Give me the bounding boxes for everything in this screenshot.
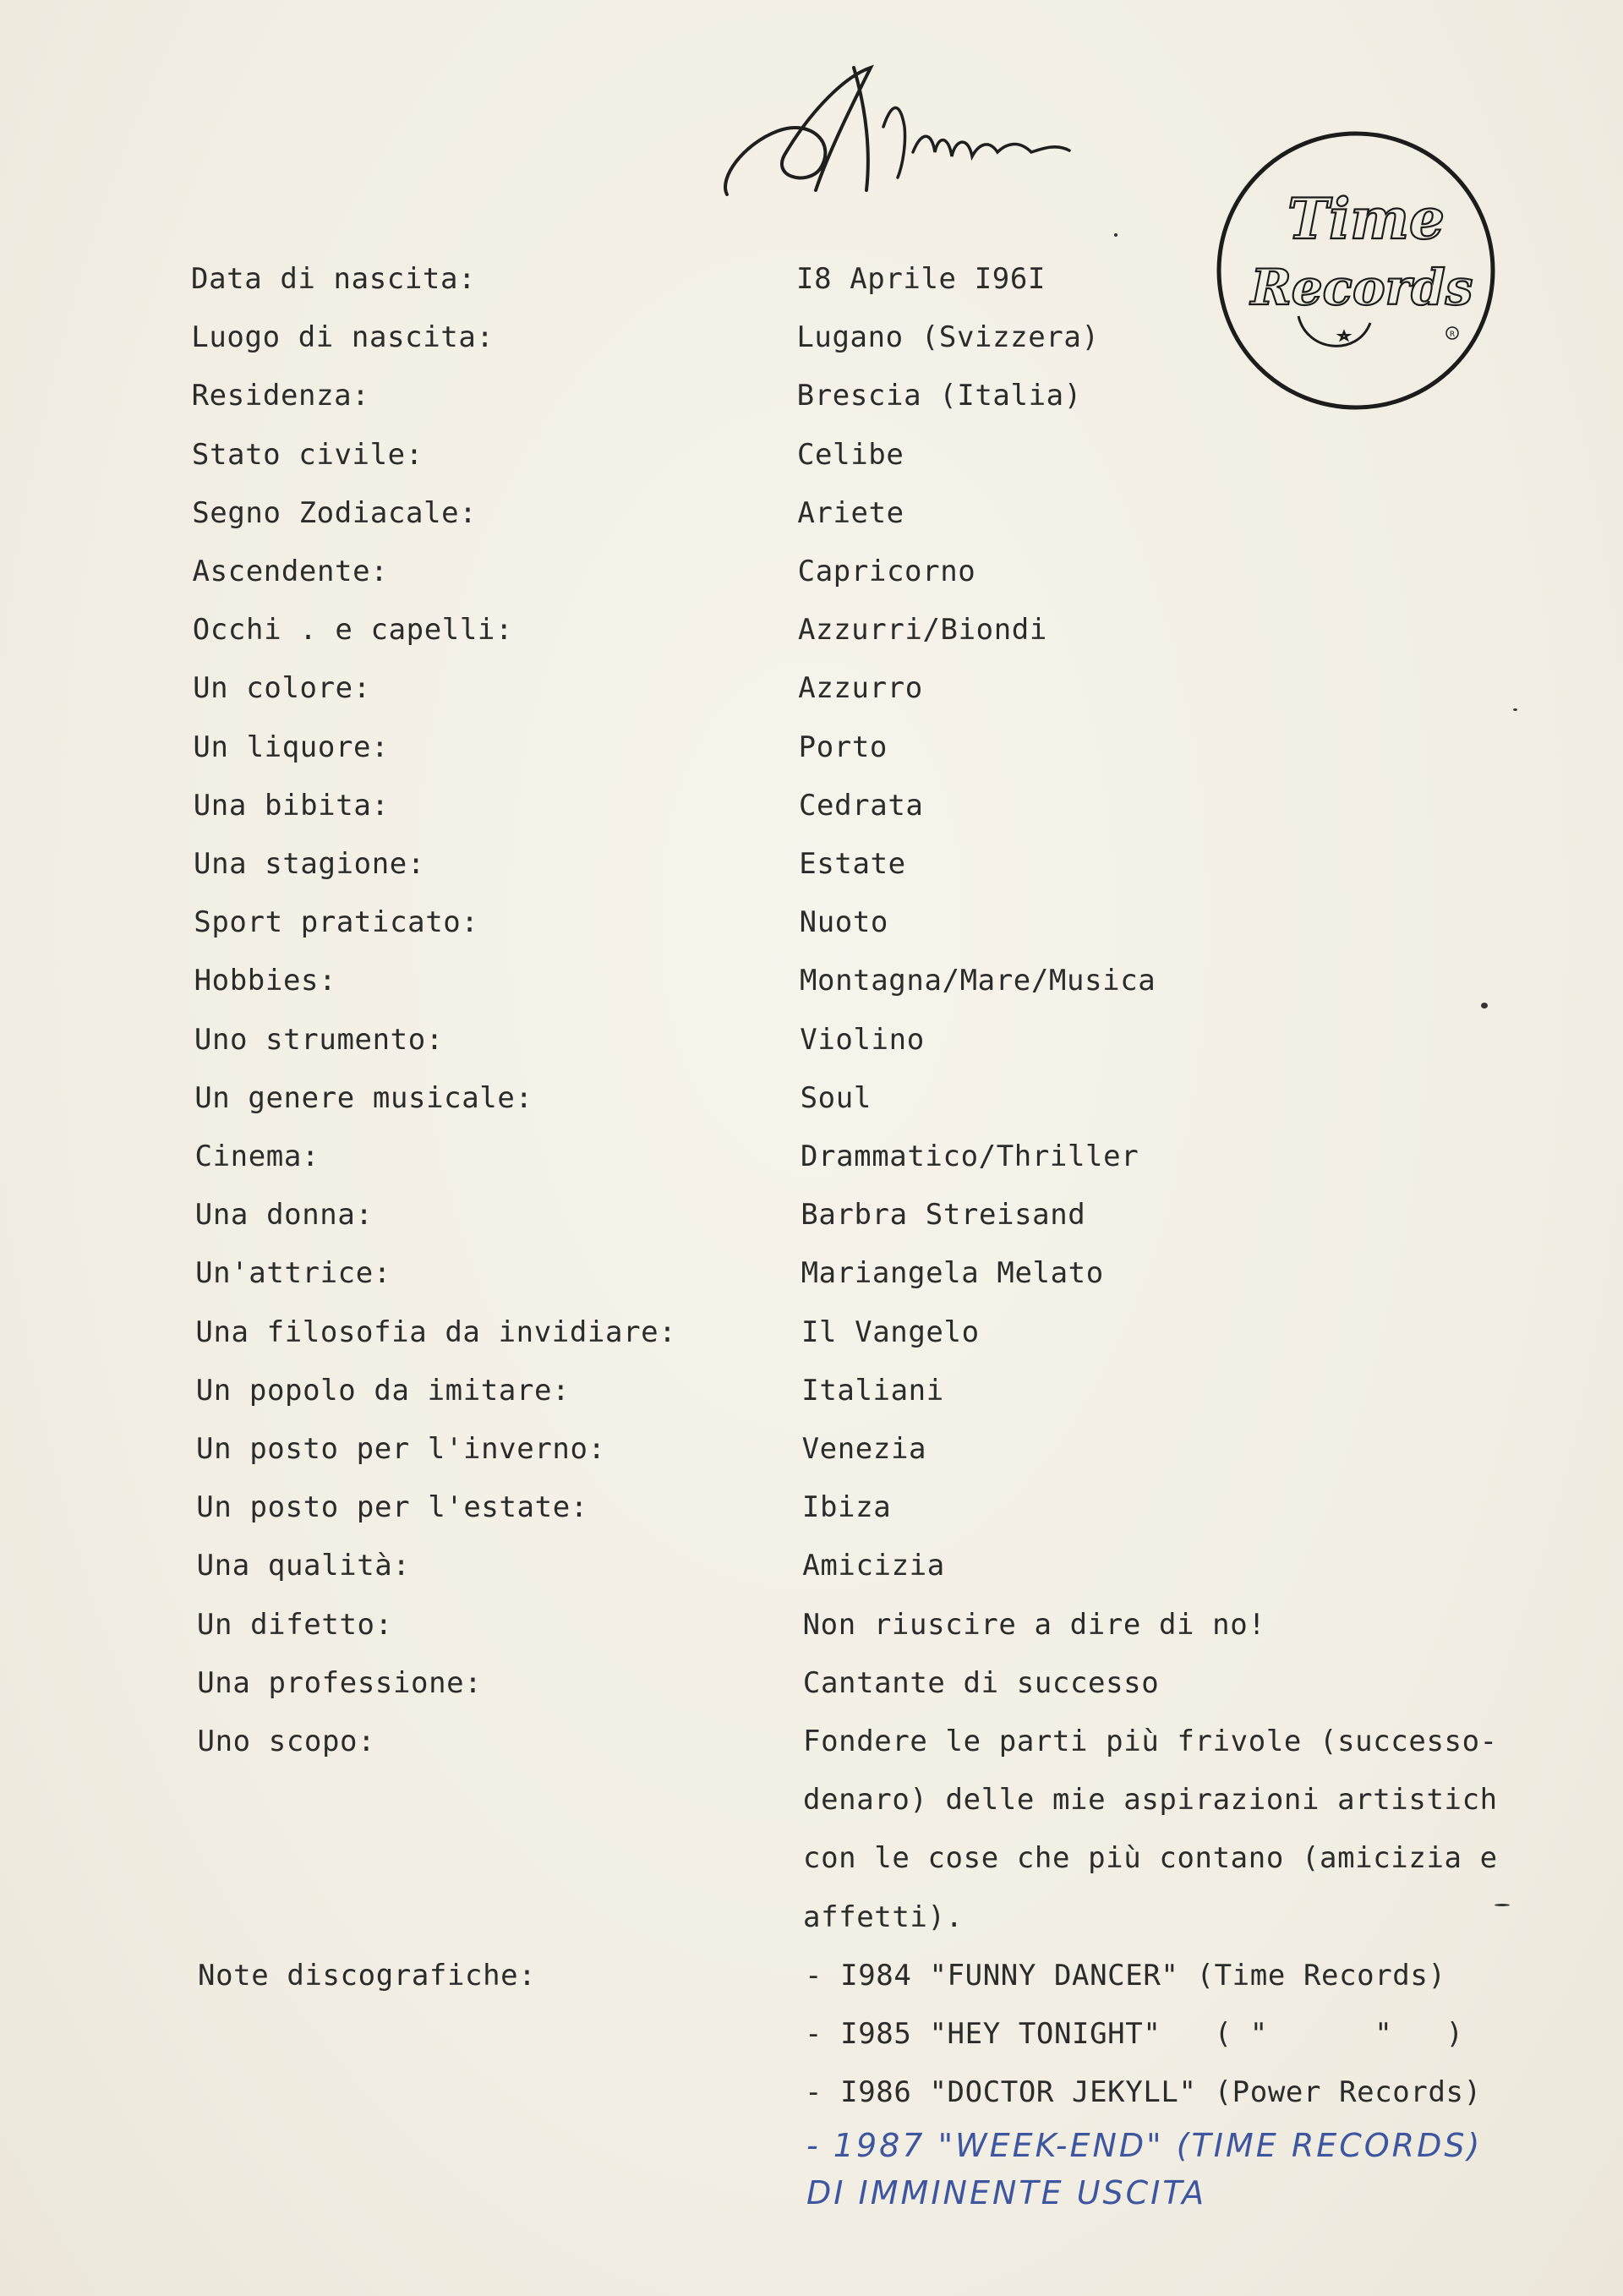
field-label: Una stagione: — [194, 847, 425, 881]
field-label: Segno Zodiacale: — [192, 495, 478, 530]
field-value: Azzurro — [798, 671, 923, 706]
field-label: Ascendente: — [192, 555, 389, 588]
registered-mark-icon — [1446, 327, 1458, 339]
logo-line1: Time — [1287, 186, 1445, 252]
time-records-logo — [1214, 128, 1498, 413]
field-value: Estate — [799, 847, 906, 881]
field-value: Barbra Streisand — [801, 1198, 1086, 1233]
handwritten-note: DI IMMINENTE USCITA — [806, 2174, 1207, 2212]
field-label: Una filosofia da invidiare: — [195, 1315, 677, 1349]
field-value: Violino — [800, 1022, 925, 1057]
field-label: Un popolo da imitare: — [195, 1373, 571, 1408]
paper-speck — [1513, 708, 1517, 711]
signature — [710, 51, 1099, 211]
field-value: Soul — [800, 1080, 872, 1115]
field-value: Cedrata — [798, 788, 924, 823]
field-label: Data di nascita: — [191, 262, 477, 296]
field-value: Il Vangelo — [801, 1315, 980, 1349]
svg-text:R: R — [1449, 331, 1456, 339]
discografia-entry: - I985 "HEY TONIGHT" ( " " ) — [805, 2017, 1464, 2051]
field-value: Capricorno — [797, 555, 976, 588]
field-label: Un posto per l'inverno: — [196, 1432, 606, 1466]
paper-speck — [1114, 233, 1118, 237]
field-value: Nuoto — [799, 905, 888, 940]
field-value: Mariangela Melato — [801, 1256, 1104, 1291]
scopo-line: con le cose che più contano (amicizia e — [803, 1841, 1498, 1876]
field-label: Stato civile: — [191, 437, 424, 472]
discografia-label: Note discografiche: — [198, 1958, 537, 1993]
field-label: Un colore: — [193, 671, 371, 706]
paper-speck — [1481, 1003, 1488, 1009]
scopo-line: Fondere le parti più frivole (successo- — [803, 1725, 1498, 1758]
scopo-line: denaro) delle mie aspirazioni artistich — [803, 1783, 1498, 1818]
field-value: Italiani — [801, 1373, 944, 1408]
field-label: Un'attrice: — [195, 1256, 391, 1291]
field-label: Un difetto: — [196, 1607, 393, 1642]
scopo-label: Uno scopo: — [197, 1725, 376, 1758]
field-label: Un posto per l'estate: — [196, 1490, 588, 1525]
field-label: Hobbies: — [194, 964, 337, 998]
field-value: Ariete — [797, 495, 904, 530]
paper-speck — [1495, 1904, 1510, 1906]
field-value: Montagna/Mare/Musica — [799, 964, 1156, 998]
discografia-entry: - I986 "DOCTOR JEKYLL" (Power Records) — [805, 2075, 1482, 2110]
field-label: Luogo di nascita: — [191, 320, 495, 355]
field-value: Celibe — [796, 437, 904, 472]
field-value: Venezia — [801, 1432, 927, 1466]
field-value: Lugano (Svizzera) — [796, 320, 1100, 355]
scopo-line: affetti). — [803, 1900, 964, 1934]
field-label: Una donna: — [194, 1198, 374, 1233]
field-value: Drammatico/Thriller — [800, 1140, 1139, 1173]
field-label: Una professione: — [197, 1665, 483, 1700]
field-label: Un liquore: — [193, 730, 390, 764]
logo-line2: Records — [1250, 259, 1473, 316]
field-value: Ibiza — [801, 1490, 892, 1525]
field-label: Residenza: — [191, 379, 370, 413]
handwritten-note: - 1987 "WEEK-END" (TIME RECORDS) — [806, 2127, 1483, 2165]
field-value: Cantante di successo — [802, 1665, 1160, 1700]
field-value: Azzurri/Biondi — [797, 613, 1047, 648]
field-label: Uno strumento: — [194, 1022, 444, 1057]
field-label: Cinema: — [194, 1140, 320, 1173]
field-value: Non riuscire a dire di no! — [802, 1607, 1266, 1642]
field-value: Brescia (Italia) — [796, 379, 1082, 413]
field-value: Porto — [798, 730, 888, 764]
field-value: I8 Aprile I96I — [796, 262, 1046, 296]
field-label: Una bibita: — [193, 788, 390, 823]
field-label: Una qualità: — [196, 1549, 411, 1583]
discografia-entry: - I984 "FUNNY DANCER" (Time Records) — [805, 1958, 1446, 1993]
field-label: Un genere musicale: — [194, 1080, 533, 1115]
field-value: Amicizia — [802, 1549, 945, 1583]
field-label: Sport praticato: — [194, 905, 479, 940]
field-label: Occhi . e capelli: — [192, 613, 514, 648]
